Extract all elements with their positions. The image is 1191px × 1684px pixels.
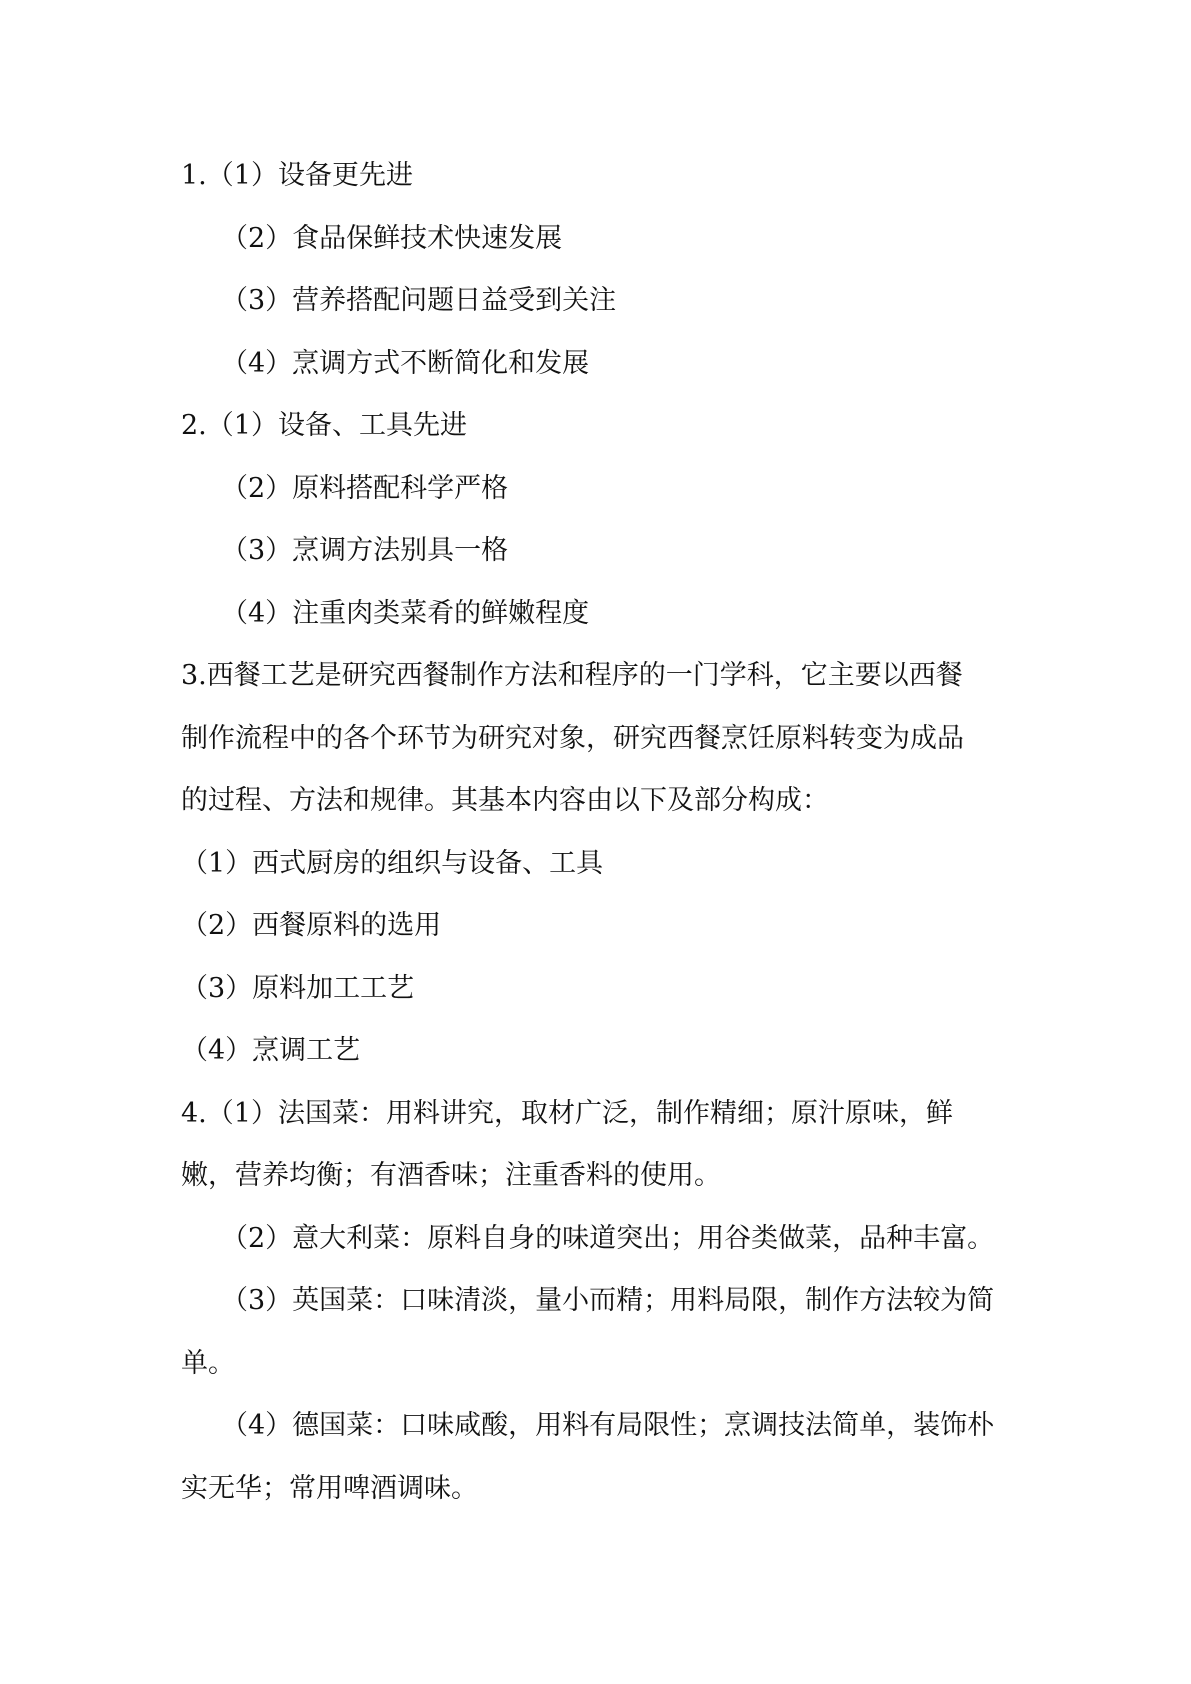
list-item-1-3: （3）营养搭配问题日益受到关注 [221,285,617,316]
list-item-2-4: （4）注重肉类菜肴的鲜嫩程度 [221,597,590,629]
list-item-4-4-line-1: （4）德国菜：口味咸酸，用料有局限性；烹调技法简单，装饰朴 [221,1410,995,1441]
list-item-3-3: （3）原料加工工艺 [181,972,415,1004]
document-body [181,145,1011,1520]
list-item-4-1-line-2: 嫩，营养均衡；有酒香味；注重香料的使用。 [181,1160,721,1191]
list-item-3-1: （1）西式厨房的组织与设备、工具 [181,847,604,879]
paragraph-3-line-2: 制作流程中的各个环节为研究对象，研究西餐烹饪原料转变为成品 [181,722,964,754]
list-item-4-1-line-1: 4.（1）法国菜：用料讲究，取材广泛，制作精细；原汁原味，鲜 [181,1097,953,1129]
paragraph-3-line-1: 3.西餐工艺是研究西餐制作方法和程序的一门学科，它主要以西餐 [181,660,963,691]
list-item-4-3-line-2: 单。 [181,1347,235,1379]
list-item-2-2: （2）原料搭配科学严格 [221,472,509,504]
list-item-4-2: （2）意大利菜：原料自身的味道突出；用谷类做菜，品种丰富。 [221,1222,995,1254]
list-item-2-1: 2.（1）设备、工具先进 [181,410,467,441]
list-item-4-3-line-1: （3）英国菜：口味清淡，量小而精；用料局限，制作方法较为简 [221,1285,995,1316]
list-item-1-1: 1.（1）设备更先进 [181,160,413,191]
list-item-2-3: （3）烹调方法别具一格 [221,535,509,566]
list-item-3-4: （4）烹调工艺 [181,1035,361,1066]
list-item-3-2: （2）西餐原料的选用 [181,910,442,941]
list-item-1-4: （4）烹调方式不断简化和发展 [221,347,590,379]
list-item-4-4-line-2: 实无华；常用啤酒调味。 [181,1472,478,1504]
paragraph-3-line-3: 的过程、方法和规律。其基本内容由以下及部分构成： [181,785,829,816]
list-item-1-2: （2）食品保鲜技术快速发展 [221,222,563,254]
